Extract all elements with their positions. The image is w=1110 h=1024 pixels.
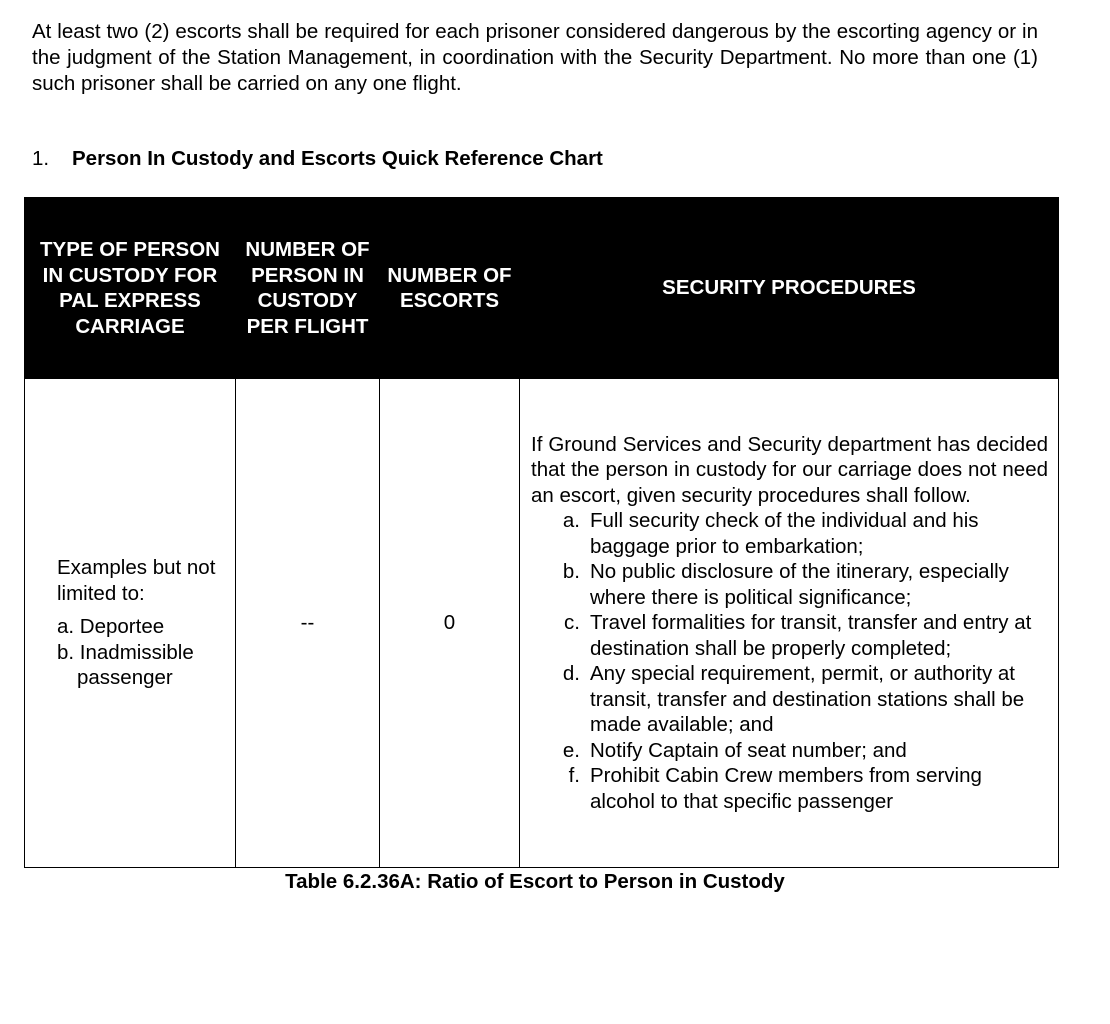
section-number: 1. [32, 147, 50, 170]
list-text: Notify Captain of seat number; and [590, 738, 907, 762]
header-persons-per-flight: NUMBER OF PERSON IN CUSTODY PER FLIGHT [236, 198, 380, 379]
list-text: No public disclosure of the itinerary, especially where there is political significance; [590, 560, 1009, 609]
list-text: Travel formalities for transit, transfer and entry at destination shall be properly completed; [590, 611, 1032, 660]
header-security-procedures: SECURITY PROCEDURES [520, 198, 1059, 379]
table-caption: Table 6.2.36A: Ratio of Escort to Person in Custody [285, 870, 785, 893]
escort-reference-table [24, 197, 1059, 868]
list-item [531, 661, 1048, 738]
procedures-list [531, 508, 1048, 814]
list-text: Any special requirement, permit, or authority at transit, transfer and destination stations shall be made available; and [590, 662, 1025, 737]
examples-list [57, 614, 235, 691]
list-marker: b. [562, 560, 580, 584]
list-marker: a. [562, 509, 580, 533]
list-marker: f. [568, 764, 580, 788]
list-item [531, 559, 1048, 610]
intro-paragraph: At least two (2) escorts shall be required for each prisoner considered dangerous by the escorting agency or in the judgment of the Station Management, in coordination with the Security Department. No more than one (1) such prisoner shall be carried on any one flight. [32, 20, 1038, 95]
cell-number-of-escorts: 0 [380, 379, 520, 868]
list-item [531, 610, 1048, 661]
table-header-row [25, 198, 1059, 379]
table-row [25, 379, 1059, 868]
list-text: Full security check of the individual and his baggage prior to embarkation; [590, 509, 979, 558]
list-text: Prohibit Cabin Crew members from serving alcohol to that specific passenger [590, 764, 982, 813]
list-marker: e. [562, 738, 580, 762]
list-item [531, 738, 1048, 764]
section-title: Person In Custody and Escorts Quick Reference Chart [72, 147, 603, 170]
cell-persons-per-flight: -- [236, 379, 380, 868]
section-heading [32, 146, 603, 172]
header-type-of-person: TYPE OF PERSON IN CUSTODY FOR PAL EXPRESS CARRIAGE [25, 198, 236, 379]
list-item: b. Inadmissible passenger [57, 640, 194, 690]
list-marker: c. [564, 611, 580, 635]
list-item: a. Deportee [57, 615, 165, 639]
header-number-of-escorts: NUMBER OF ESCORTS [380, 198, 520, 379]
examples-lead: Examples but not limited to: [57, 556, 216, 605]
procedures-lead: If Ground Services and Security department has decided that the person in custody for our carriage does not need an escort, given security procedures shall follow. [531, 432, 1048, 507]
list-item [531, 763, 1048, 814]
list-marker: d. [562, 662, 580, 686]
cell-type-of-person [25, 379, 236, 868]
cell-security-procedures [520, 379, 1059, 868]
list-item [531, 508, 1048, 559]
